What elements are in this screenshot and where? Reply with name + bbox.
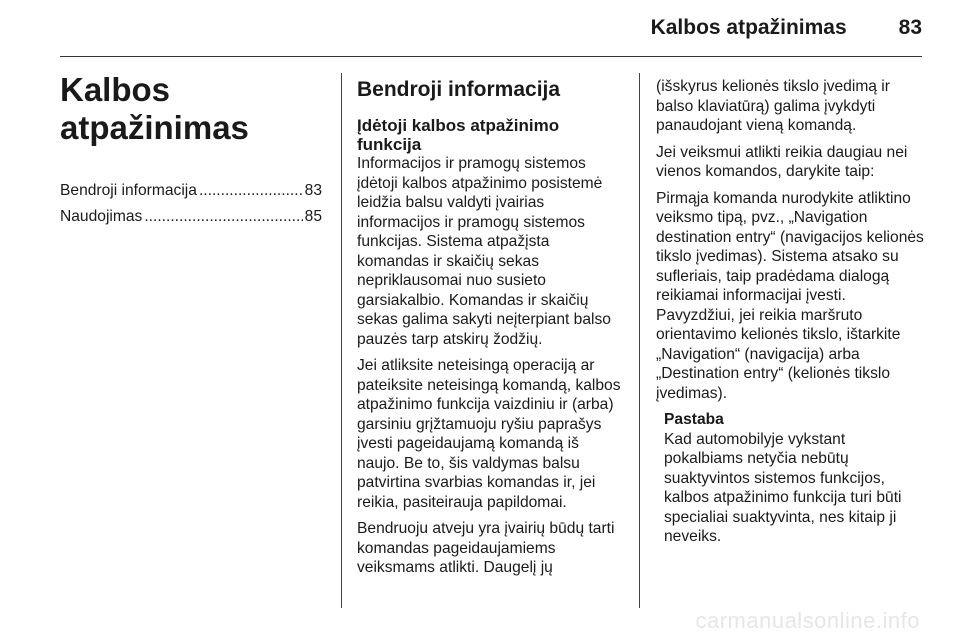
right-column xyxy=(656,77,924,547)
body-paragraph: Jei veiksmui atlikti reikia daugiau nei vienos komandos, darykite taip: xyxy=(656,143,908,180)
toc-entry-usage[interactable] xyxy=(60,207,322,227)
body-paragraph: Pirmąja komanda nurodykite atliktino veiksmo tipą, pvz., „Navigation destination entry“ (navigacijos kelionės tikslo įvedimas). Sistema atsako su sufleriais, taip pradėdama dialogą reikiamai informacijai įvesti. Pavyzdžiui, jei reikia maršruto orientavimo kelionės tikslo, ištarkite „Navigation“ (navigacija) arba „Destination entry“ (kelionės tikslo įvedimas). xyxy=(656,189,924,402)
note-text: Kad automobilyje vykstant pokalbiams netyčia nebūtų suaktyvintos sistemos funkcijos, kalbos atpažinimo funkcija turi būti specialiai suaktyvinta, nes kitaip ji neveiks. xyxy=(664,430,902,545)
column-divider-left xyxy=(341,73,342,608)
page-number: 83 xyxy=(898,16,922,39)
running-header-title: Kalbos atpažinimas xyxy=(650,16,847,39)
toc-entry-general-info[interactable] xyxy=(60,181,322,201)
running-header xyxy=(651,16,922,40)
subsection-title: Įdėtoji kalbos atpažinimo funkcija xyxy=(357,116,560,154)
body-paragraph: Jei atliksite neteisingą operaciją ar pateiksite neteisingą komandą, kalbos atpažinimo funkcija vaizdiniu ir (arba) garsiniu grįžtamuoju ryšiu paprašys įvesti pageidaujamą komandą iš naujo. Be to, šis valdymas balsu patvirtina svarbias komandas ir, jei reikia, pasiteirauja papildomai. xyxy=(357,357,621,511)
body-paragraph: (išskyrus kelionės tikslo įvedimą ir balso klaviatūrą) galima įvykdyti panaudojant vieną komandą. xyxy=(656,78,890,134)
left-column xyxy=(60,71,322,232)
toc-entry-page: 85 xyxy=(304,207,322,225)
toc-leader-dots xyxy=(144,207,302,227)
body-paragraph: Bendruoju atveju yra įvairių būdų tarti komandas pageidaujamiems veiksmams atlikti. Daugelį jų xyxy=(357,520,615,576)
middle-column xyxy=(357,77,623,585)
header-rule xyxy=(60,56,922,57)
footer-watermark: carmanualsonline.info xyxy=(695,608,920,633)
toc-entry-label: Bendroji informacija xyxy=(60,182,197,199)
note-block xyxy=(664,410,924,547)
section-title: Bendroji informacija xyxy=(357,78,561,101)
toc-leader-dots xyxy=(199,181,303,201)
chapter-title: Kalbos atpažinimas xyxy=(60,71,249,146)
body-paragraph: Informacijos ir pramogų sistemos įdėtoji kalbos atpažinimo posistemė leidžia balsu valdyti įvairias informacijos ir pramogų sistemos funkcijas. Sistema atpažįsta komandas ir skaičių sekas nepriklausomai nuo susieto garsiakalbio. Komandas ir skaičių sekas galima sakyti neįterpiant balso pauzės tarp atskirų žodžių. xyxy=(357,155,611,348)
column-divider-right xyxy=(639,73,640,608)
note-heading: Pastaba xyxy=(664,411,724,428)
toc-entry-label: Naudojimas xyxy=(60,207,143,225)
toc-entry-page: 83 xyxy=(304,182,322,199)
